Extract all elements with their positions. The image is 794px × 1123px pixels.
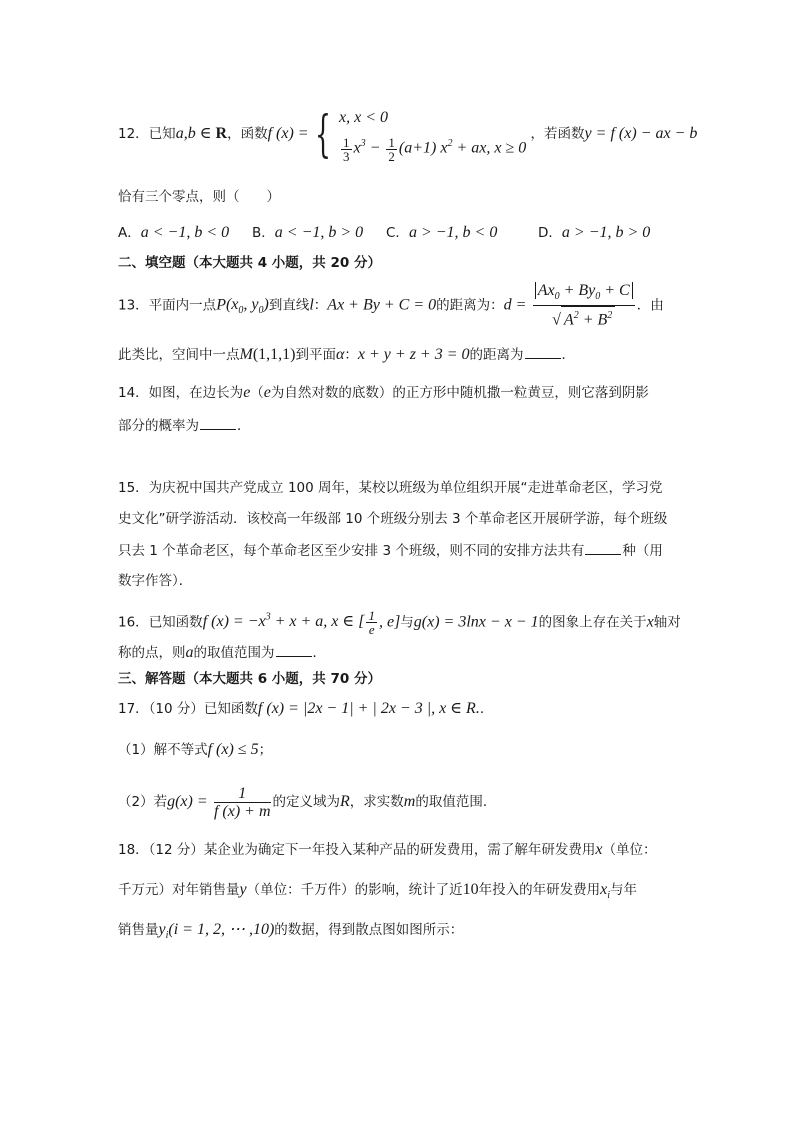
q14-line2: 部分的概率为 ． <box>118 415 251 436</box>
q12-option-d[interactable]: D．a > −1, b > 0 <box>538 224 651 241</box>
q13-line2: 此类比，空间中一点M(1,1,1)到平面α：x + y + z + 3 = 0的距离为 ． <box>118 346 576 363</box>
q12-option-b[interactable]: B．a < −1, b > 0 <box>252 224 364 241</box>
q12-line2: 恰有三个零点，则（ ） <box>118 189 280 205</box>
case-2: $\frac{1}{3}$ $x^3$ − $\frac{1}{2}$ (a+1) $x^2$ + ax, x ≥ 0 <box>343 134 527 164</box>
q12-number: 12． <box>118 126 149 142</box>
q12-line1: 12．已知a,b ∈ R，函数f (x) = { x, x < 0 $\frac{1}{3}$ $x^3$ − $\frac{1}{2}$ (a+1) $x^2$ + ax, x ≥ 0 ，若函数y = f (x) − ax − b <box>118 105 698 164</box>
q18-line1: 18．（12 分）某企业为确定下一年投入某种产品的研发费用，需了解年研发费用x（单位： <box>118 841 657 858</box>
piecewise-cases <box>339 105 526 162</box>
piecewise-brace: { <box>314 105 331 163</box>
q17-part1: （1）解不等式f (x) ≤ 5； <box>118 741 273 758</box>
answer-blank[interactable] <box>585 540 621 555</box>
q12-option-c[interactable]: C．a > −1, b < 0 <box>386 224 498 241</box>
q15-line3: 只去 1 个革命老区，每个革命老区至少安排 3 个班级，则不同的安排方法共有 种（用 <box>118 540 663 561</box>
q18-line2: 千万元）对年销售量y（单位：千万件）的影响，统计了近10年投入的年研发费用$x_i$与年 <box>118 881 637 902</box>
answer-blank[interactable] <box>276 642 312 657</box>
q18-line3: 销售量$y_i(i = 1$, 2, ⋯ ,10)的数据，得到散点图如图所示： <box>118 921 464 942</box>
q16-line2: 称的点，则a的取值范围为 ． <box>118 644 326 661</box>
q17-line1: 17．（10 分）已知函数f (x) = |2x − 1| + | 2x − 3 |, x ∈ R.． <box>118 700 494 717</box>
case-1: x, x < 0 <box>339 109 388 127</box>
q15-line2: 史文化”研学游活动．该校高一年级部 10 个班级分别去 3 个革命老区开展研学游，每个班级 <box>118 511 668 527</box>
answer-blank[interactable] <box>200 415 236 430</box>
q13-line1: 13．平面内一点$P(x_0$, $y_0$)到直线l：Ax + By + C = 0的距离为：d = $\frac{Ax_0 + By_0 + C}{√ A^2 + B^2}$ ．由 <box>118 282 664 329</box>
section-fill-in: 二、填空题（本大题共 4 小题，共 20 分） <box>118 255 381 271</box>
q12-option-a[interactable]: A．a < −1, b < 0 <box>118 224 230 241</box>
q14-line1: 14．如图，在边长为e（e为自然对数的底数）的正方形中随机撒一粒黄豆，则它落到阴影 <box>118 384 649 401</box>
q15-line1: 15．为庆祝中国共产党成立 100 周年，某校以班级为单位组织开展“走进革命老区，学习党 <box>118 480 663 496</box>
distance-formula: $\frac{Ax_0 + By_0 + C}{√ A^2 + B^2}$ <box>533 282 635 329</box>
section-solutions: 三、解答题（本大题共 6 小题，共 70 分） <box>118 671 381 687</box>
q16-line1: 16．已知函数f $(x) = -x^3 + x + a$, x ∈ [ $\frac{1}{e}$ , e]与g(x) = 3lnx − x − 1的图象上存在关于x轴对 <box>118 607 681 637</box>
q17-part2: （2）若g(x) = $\frac{1}{f (x) + m}$ 的定义域为R，求实数m的取值范围． <box>118 784 497 820</box>
answer-blank[interactable] <box>525 344 561 359</box>
q15-line4: 数字作答）． <box>118 573 193 589</box>
